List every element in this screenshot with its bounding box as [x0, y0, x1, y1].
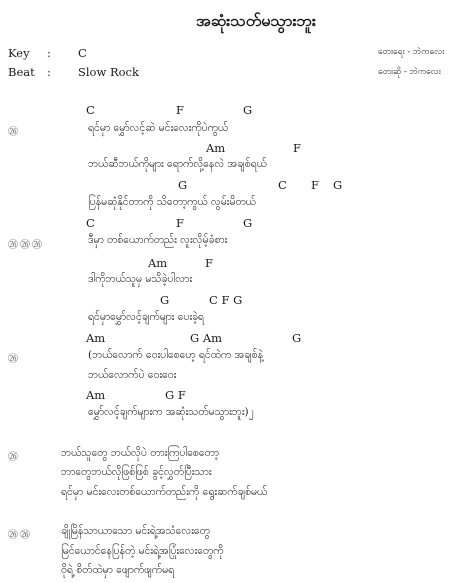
- lyric-line: ပြန်မဆုံနိုင်တာကို သိတော့ကွယ် လွမ်းမိတယ်: [88, 196, 256, 208]
- key-value: C: [78, 46, 87, 60]
- chord: Am: [206, 141, 226, 155]
- chord: C F G: [209, 293, 243, 307]
- chord: F: [205, 256, 213, 270]
- song-title: အဆုံးသတ်မသွားဘူး: [196, 11, 316, 30]
- chord: F: [176, 216, 184, 230]
- key-colon: :: [47, 46, 51, 60]
- lyric-line: ရင်မှာ မွှော်လင့်ဆဲ မင်းလေးကိုပဲကွယ်: [88, 122, 229, 134]
- chord: G: [243, 103, 253, 117]
- lyric-line: ဘယ်လောက်ပဲ ဝေးဝေး: [88, 369, 177, 381]
- section-marker: ㉖: [8, 354, 20, 365]
- chord: F: [176, 103, 184, 117]
- lyric-line: ရင်မှာမွှော်လင့်ချက်များ ပေးခဲ့ရ: [88, 311, 204, 323]
- lyric-line: ရင်မှာ မင်းလေးတစ်ယောက်တည်းကို ရွေးဆက်ချစ်မယ်: [61, 486, 268, 498]
- beat-value: Slow Rock: [78, 65, 139, 79]
- section-marker: ㉖㉖㉖: [8, 240, 44, 251]
- beat-colon: :: [47, 65, 51, 79]
- chord: Am: [86, 331, 106, 345]
- section-marker: ㉖㉖: [8, 530, 32, 541]
- singer-credit: တေးဆို - ဘဲကလေး: [378, 67, 441, 77]
- chord: F: [293, 141, 301, 155]
- lyric-line: (ဘယ်လောက် ဝေးပါစေဟေ့ ရင်ထဲက အချစ်နဲ့: [88, 349, 264, 361]
- chord: G Am: [190, 331, 223, 345]
- lyric-line: မြင်ယောင်နေပြန်တဲ့ မင်းရဲ့အပြုံးလေးတွေကို: [61, 545, 224, 557]
- lyric-line: ဘယ်ဆီဘယ်ကိုများ ရောက်လို့နေလဲ အချစ်ရယ်: [88, 158, 267, 170]
- chord: G: [292, 331, 302, 345]
- beat-label: Beat: [8, 65, 35, 79]
- lyric-line: ဘယ်သူတွေ ဘယ်လိုပဲ တားကြပါစေတော့: [61, 447, 220, 459]
- chord: G: [178, 178, 188, 192]
- section-marker: ㉖: [8, 127, 20, 138]
- chord: G: [160, 293, 170, 307]
- chord: Am: [86, 388, 106, 402]
- chord: C: [86, 103, 95, 117]
- writer-credit: တေးရေး - ဘဲကလေး: [378, 47, 445, 57]
- lyric-line: မွှော်လင့်ချက်များက အဆုံးသတ်မသွားဘူး)၂: [88, 406, 254, 418]
- chord: C: [278, 178, 287, 192]
- lyric-line: ဝိုရဲ့ စိတ်ထဲမှာ ဖျောက်ဖျက်မရ: [61, 564, 175, 576]
- chord: C: [86, 216, 95, 230]
- section-marker: ㉖: [8, 452, 20, 463]
- lyric-line: ချိုမြိန်သာယာသော မင်းရဲ့အသံလေးတွေ: [61, 525, 210, 537]
- chord: G: [333, 178, 343, 192]
- chord: G: [243, 216, 253, 230]
- key-label: Key: [8, 46, 30, 60]
- lyric-line: ဘာတွေဘယ်လိုဖြစ်ဖြစ် ခွင့်လွှတ်ပြီးသား: [61, 466, 212, 478]
- chord: F: [311, 178, 319, 192]
- chord: G F: [165, 388, 186, 402]
- lyric-line: ဒါကိုဘယ်သူမှ မသိခဲ့ပါလား: [88, 273, 193, 285]
- chord: Am: [148, 256, 168, 270]
- lyric-line: ဒီမှာ တစ်ယောက်တည်း လူးလိုမ့်ခံစား: [88, 234, 228, 246]
